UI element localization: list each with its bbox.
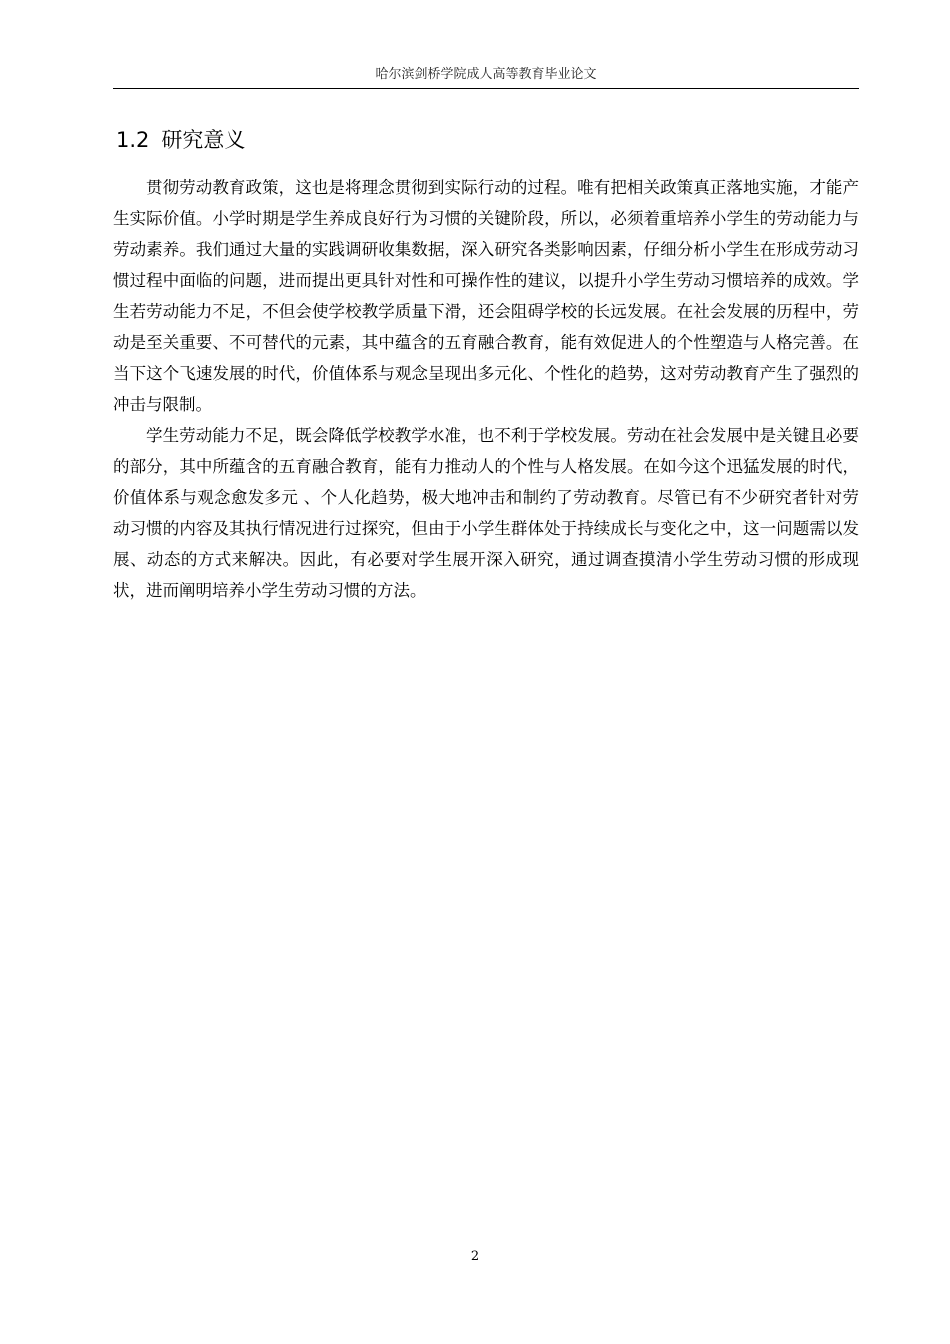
page-header	[113, 64, 859, 89]
section-number: 1.2	[116, 128, 150, 152]
paragraph: 学生劳动能力不足，既会降低学校教学水准，也不利于学校发展。劳动在社会发展中是关键且必要的部分，其中所蕴含的五育融合教育，能有力推动人的个性与人格发展。在如今这个迅猛发展的时代，价值体系与观念愈发多元 、个人化趋势，极大地冲击和制约了劳动教育。尽管已有不少研究者针对劳动习惯的内容及其执行情况进行过探究，但由于小学生群体处于持续成长与变化之中，这一问题需以发展、动态的方式来解决。因此，有必要对学生展开深入研究，通过调查摸清小学生劳动习惯的形成现状，进而阐明培养小学生劳动习惯的方法。	[113, 426, 859, 600]
section-title: 研究意义	[161, 128, 246, 152]
page-number: 2	[470, 1249, 480, 1264]
page-header-title: 哈尔滨剑桥学院成人高等教育毕业论文	[375, 67, 597, 82]
paragraph: 贯彻劳动教育政策，这也是将理念贯彻到实际行动的过程。唯有把相关政策真正落地实施，才能产生实际价值。小学时期是学生养成良好行为习惯的关键阶段，所以，必须着重培养小学生的劳动能力与劳动素养。我们通过大量的实践调研收集数据，深入研究各类影响因素，仔细分析小学生在形成劳动习惯过程中面临的问题，进而提出更具针对性和可操作性的建议，以提升小学生劳动习惯培养的成效。学生若劳动能力不足，不但会使学校教学质量下滑，还会阻碍学校的长远发展。在社会发展的历程中，劳动是至关重要、不可替代的元素，其中蕴含的五育融合教育，能有效促进人的个性塑造与人格完善。在当下这个飞速发展的时代，价值体系与观念呈现出多元化、个性化的趋势，这对劳动教育产生了强烈的冲击与限制。	[113, 178, 859, 414]
section-heading	[116, 124, 245, 156]
body-text	[113, 172, 859, 606]
